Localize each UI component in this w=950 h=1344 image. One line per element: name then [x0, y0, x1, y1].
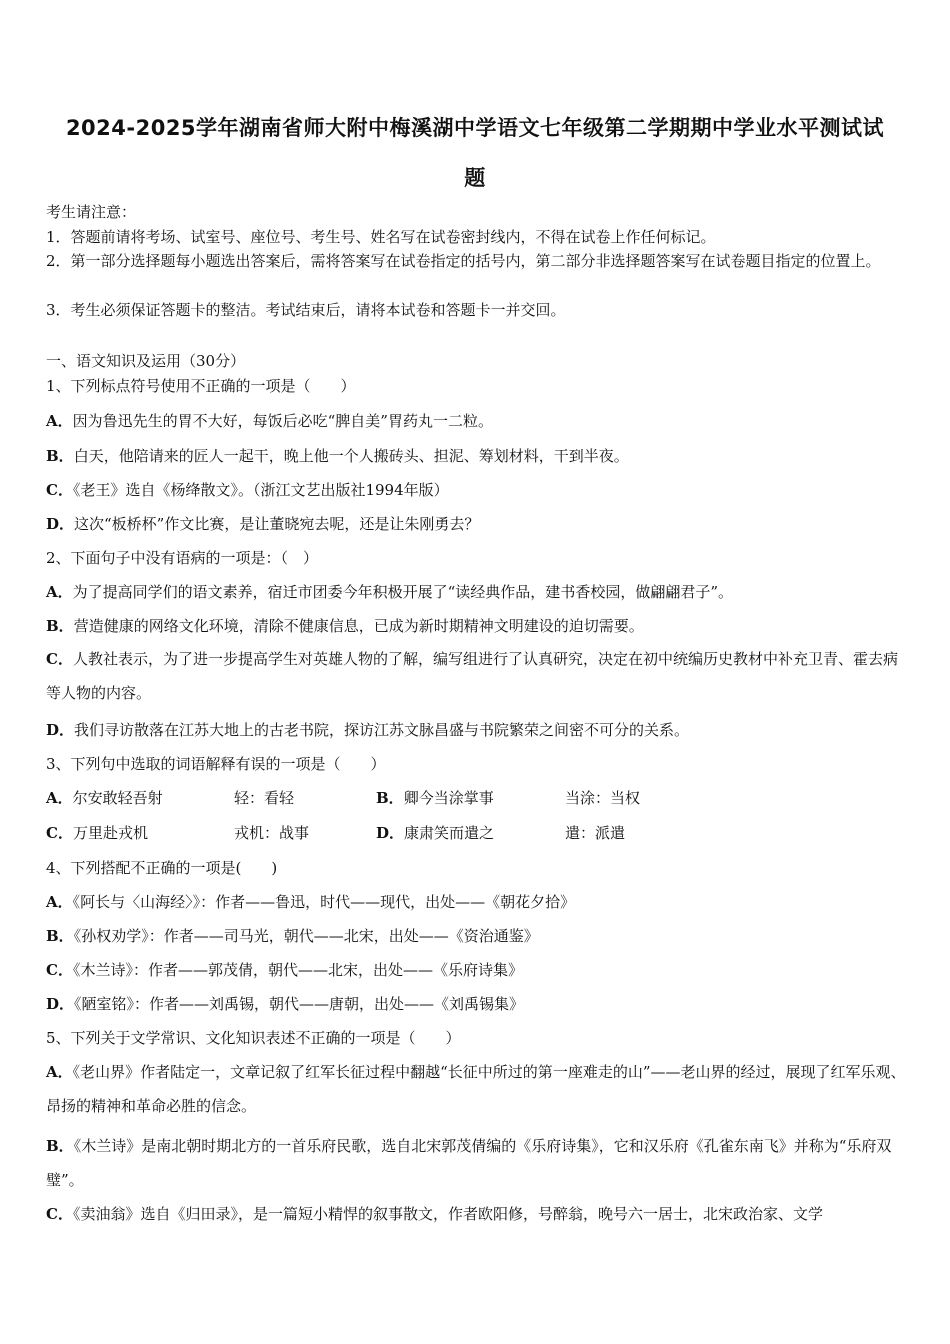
q1-stem: 1、下列标点符号使用不正确的一项是（ ） [46, 377, 356, 395]
option-text: 《卖油翁》选自《归田录》，是一篇短小精悍的叙事散文，作者欧阳修，号醉翁，晚号六一居士，北宋政治家、文学 [72, 1205, 823, 1223]
q4-option-d [46, 993, 908, 1014]
q4-option-b [46, 925, 908, 946]
option-label: B． [46, 927, 74, 945]
q5-option-a [46, 1055, 908, 1123]
q2-option-a [46, 581, 908, 602]
q1-option-c [46, 479, 908, 500]
notice-item-2: 2．第一部分选择题每小题选出答案后，需将答案写在试卷指定的括号内，第二部分非选择题答案写在试卷题目指定的位置上。 [46, 252, 881, 270]
option-text: 《老王》选自《杨绛散文》。（浙江文艺出版社1994年版） [72, 481, 449, 499]
option-text: 营造健康的网络文化环境，清除不健康信息，已成为新时期精神文明建设的迫切需要。 [73, 617, 644, 635]
option-sentence: 康肃笑而遣之 [404, 824, 495, 842]
option-text: 《木兰诗》：作者——郭茂倩，朝代——北宋，出处——《乐府诗集》 [72, 961, 523, 979]
q2-option-c [46, 642, 908, 710]
option-label: C． [46, 824, 73, 842]
option-label: C． [46, 961, 73, 979]
option-label: A． [46, 583, 73, 601]
option-text: 为了提高同学们的语文素养，宿迁市团委今年积极开展了“读经典作品，建书香校园，做翩翩君子”。 [72, 583, 733, 601]
notice-item-3: 3．考生必须保证答题卡的整洁。考试结束后，请将本试卷和答题卡一并交回。 [46, 301, 566, 319]
option-sentence: 万里赴戎机 [72, 824, 148, 842]
option-text: 《老山界》作者陆定一，文章记叙了红军长征过程中翻越“长征中所过的第一座难走的山”——老山界的经过，展现了红军乐观、昂扬的精神和革命必胜的信念。 [46, 1063, 906, 1115]
q2-stem: 2、下面句子中没有语病的一项是：（ ） [46, 549, 319, 567]
option-label: D． [46, 721, 75, 739]
option-label: B． [376, 789, 404, 807]
option-label: D． [46, 995, 75, 1013]
option-text: 因为鲁迅先生的胃不大好，每饭后必吃“脾自美”胃药丸一二粒。 [72, 412, 493, 430]
q3-option-d [376, 822, 494, 843]
option-text: 我们寻访散落在江苏大地上的古老书院，探访江苏文脉昌盛与书院繁荣之间密不可分的关系。 [74, 721, 690, 739]
option-label: C． [46, 1205, 73, 1223]
q4-option-a [46, 891, 908, 912]
option-text: 《阿长与〈山海经〉》：作者——鲁迅，时代——现代，出处——《朝花夕拾》 [72, 893, 576, 911]
q1-option-a [46, 410, 908, 431]
q3-option-a-gloss: 轻：看轻 [234, 789, 295, 807]
q3-stem: 3、下列句中选取的词语解释有误的一项是（ ） [46, 755, 386, 773]
q4-option-c [46, 959, 908, 980]
q1-option-d [46, 513, 908, 534]
option-label: C． [46, 650, 73, 668]
q5-option-b [46, 1129, 908, 1197]
q3-option-d-gloss: 遣：派遣 [565, 824, 626, 842]
notice-item-1: 1．答题前请将考场、试室号、座位号、考生号、姓名写在试卷密封线内，不得在试卷上作任何标记。 [46, 228, 716, 246]
option-text: 这次“板桥杯”作文比赛，是让董晓宛去呢，还是让朱刚勇去？ [74, 515, 480, 533]
q3-option-b-gloss: 当涂：当权 [565, 789, 641, 807]
option-label: B． [46, 1137, 74, 1155]
q2-option-b [46, 615, 908, 636]
option-text: 《孙权劝学》：作者——司马光，朝代——北宋，出处——《资治通鉴》 [73, 927, 539, 945]
q3-option-a [46, 787, 163, 808]
option-text: 《木兰诗》是南北朝时期北方的一首乐府民歌，选自北宋郭茂倩编的《乐府诗集》，它和汉乐府《孔雀东南飞》并称为“乐府双璧”。 [46, 1137, 892, 1189]
section-heading: 一、语文知识及运用（30分） [46, 352, 246, 370]
q4-stem: 4、下列搭配不正确的一项是( ) [46, 859, 278, 877]
option-label: A． [46, 412, 73, 430]
option-label: B． [46, 447, 74, 465]
exam-title-line2: 题 [464, 166, 486, 190]
notice-heading: 考生请注意： [46, 203, 137, 221]
option-sentence: 卿今当涂掌事 [403, 789, 494, 807]
q2-option-d [46, 719, 908, 740]
option-text: 白天，他陪请来的匠人一起干，晚上他一个人搬砖头、担泥、筹划材料，干到半夜。 [73, 447, 629, 465]
q3-option-b [376, 787, 494, 808]
exam-title-line1: 2024-2025学年湖南省师大附中梅溪湖中学语文七年级第二学期期中学业水平测试试 [65, 116, 885, 140]
q3-option-c-gloss: 戎机：战事 [234, 824, 310, 842]
option-label: B． [46, 617, 74, 635]
option-label: D． [376, 824, 405, 842]
option-sentence: 尔安敢轻吾射 [72, 789, 163, 807]
option-label: A． [46, 789, 73, 807]
option-label: D． [46, 515, 75, 533]
option-label: A． [46, 1063, 73, 1081]
option-label: C． [46, 481, 73, 499]
option-text: 人教社表示，为了进一步提高学生对英雄人物的了解，编写组进行了认真研究，决定在初中统编历史教材中补充卫青、霍去病等人物的内容。 [46, 650, 898, 702]
option-label: A． [46, 893, 73, 911]
q1-option-b [46, 445, 908, 466]
option-text: 《陋室铭》：作者——刘禹锡，朝代——唐朝，出处——《刘禹锡集》 [74, 995, 525, 1013]
q5-stem: 5、下列关于文学常识、文化知识表述不正确的一项是（ ） [46, 1029, 461, 1047]
q5-option-c [46, 1203, 908, 1224]
q3-option-c [46, 822, 148, 843]
